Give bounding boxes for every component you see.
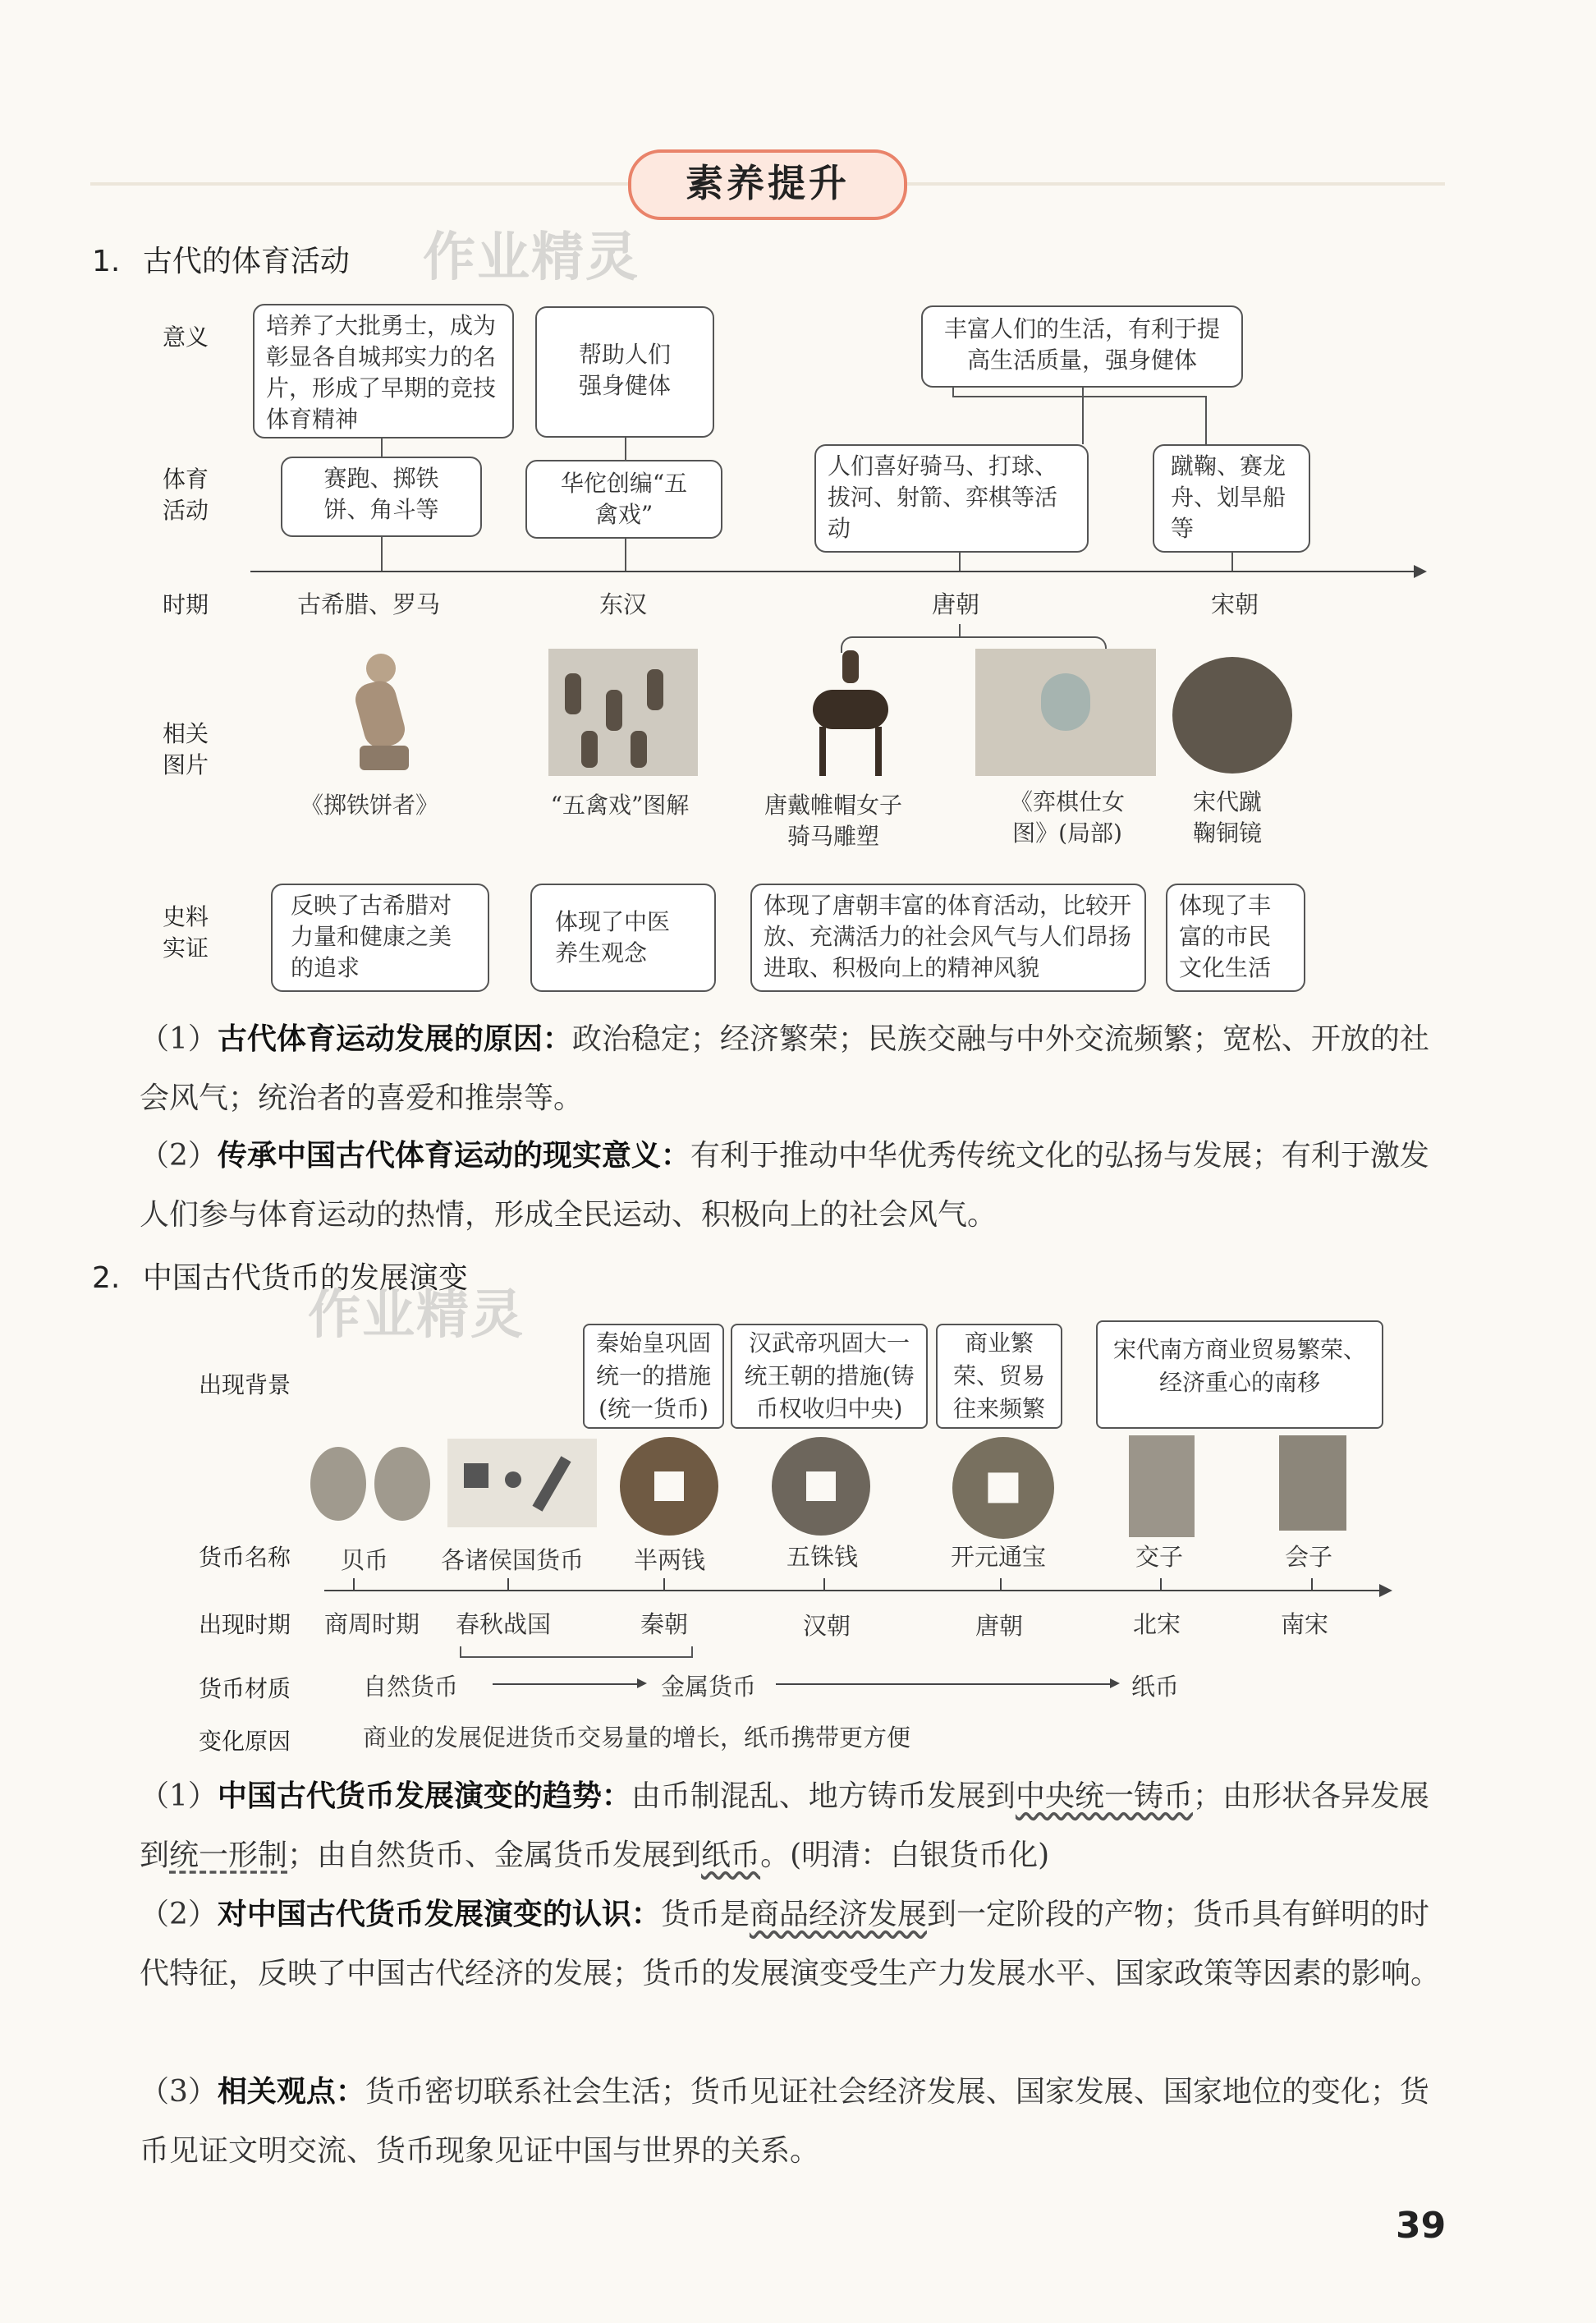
activity-tang: 人们喜好骑马、打球、拔河、射箭、弈棋等活动 bbox=[814, 444, 1089, 553]
connector bbox=[952, 388, 954, 396]
connector bbox=[1205, 396, 1207, 444]
period-greece: 古希腊、罗马 bbox=[297, 590, 441, 618]
tick bbox=[1160, 1578, 1162, 1591]
evidence-song: 体现了丰富的市民文化生活 bbox=[1166, 884, 1305, 992]
material-arrow-1 bbox=[493, 1683, 640, 1685]
time-0: 商周时期 bbox=[324, 1610, 420, 1638]
caption-wuqinxi: “五禽戏”图解 bbox=[550, 792, 690, 819]
wuqinxi-image bbox=[548, 649, 698, 776]
tick bbox=[1000, 1578, 1002, 1591]
section1-num: 1. bbox=[92, 245, 121, 278]
connector bbox=[959, 553, 961, 572]
time-6: 南宋 bbox=[1281, 1610, 1329, 1638]
bg-tang: 商业繁荣、贸易往来频繁 bbox=[936, 1324, 1062, 1429]
caption-tang-chess: 《弈棋仕女图》(局部) bbox=[1009, 788, 1125, 847]
currency-6: 会子 bbox=[1285, 1543, 1333, 1571]
banliang-coin-image bbox=[620, 1437, 718, 1536]
jiaozi-image bbox=[1129, 1435, 1195, 1537]
row-label-material: 货币材质 bbox=[199, 1675, 291, 1702]
currency-1: 各诸侯国货币 bbox=[441, 1546, 585, 1574]
song-mirror-image bbox=[1172, 657, 1292, 774]
material-arrow-2-head bbox=[1110, 1678, 1120, 1688]
discobolus-image bbox=[335, 649, 425, 776]
evidence-greece: 反映了古希腊对力量和健康之美的追求 bbox=[271, 884, 489, 992]
meaning-tang: 丰富人们的生活，有利于提高生活质量，强身健体 bbox=[921, 305, 1243, 388]
connector bbox=[625, 539, 626, 572]
row-label-time: 出现时期 bbox=[199, 1611, 291, 1638]
tick bbox=[1311, 1578, 1313, 1591]
currency-4: 开元通宝 bbox=[951, 1543, 1047, 1571]
section1-title: 古代的体育活动 bbox=[142, 245, 350, 278]
tang-chess-image bbox=[975, 649, 1156, 776]
evidence-tang: 体现了唐朝丰富的体育活动，比较开放、充满活力的社会风气与人们昂扬进取、积极向上的精神风貌 bbox=[750, 884, 1146, 992]
page-number: 39 bbox=[1396, 2205, 1447, 2247]
caption-discobolus: 《掷铁饼者》 bbox=[300, 792, 438, 819]
activity-greece: 赛跑、掷铁饼、角斗等 bbox=[281, 457, 482, 537]
tang-rider-image bbox=[803, 649, 901, 780]
material-0: 自然货币 bbox=[363, 1673, 459, 1701]
period-han: 东汉 bbox=[599, 590, 648, 618]
row-label-evidence: 史料 实证 bbox=[163, 903, 209, 962]
activity-song: 蹴鞠、赛龙舟、划旱船等 bbox=[1153, 444, 1310, 553]
section2-title: 中国古代货币的发展演变 bbox=[142, 1261, 468, 1295]
watermark-1: 作业精灵 bbox=[423, 227, 640, 288]
wuzhu-coin-image bbox=[772, 1437, 870, 1536]
material-arrow-2 bbox=[776, 1683, 1112, 1685]
row-label-images: 相关 图片 bbox=[163, 720, 209, 778]
connector bbox=[1231, 553, 1233, 572]
warring-states-coins-image bbox=[447, 1439, 597, 1527]
connector bbox=[381, 438, 383, 457]
tick bbox=[823, 1578, 825, 1591]
bracket-material bbox=[460, 1646, 693, 1658]
meaning-greece: 培养了大批勇士，成为彰显各自城邦实力的名片，形成了早期的竞技体育精神 bbox=[253, 304, 514, 438]
s2-point2: （2）对中国古代货币发展演变的认识：货币是商品经济发展到一定阶段的产物；货币具有鲜明的时代特征，反映了中国古代经济的发展；货币的发展演变受生产力发展水平、国家政策等因素的影响。 bbox=[140, 1898, 1441, 1990]
s2-point3: （3）相关观点：货币密切联系社会生活；货币见证社会经济发展、国家发展、国家地位的变化；货币见证文明交流、货币现象见证中国与世界的关系。 bbox=[140, 2075, 1429, 2168]
connector bbox=[952, 396, 1207, 397]
material-arrow-1-head bbox=[637, 1678, 647, 1688]
tick bbox=[353, 1578, 355, 1591]
currency-0: 贝币 bbox=[341, 1546, 389, 1574]
timeline-1-arrow bbox=[1414, 565, 1427, 578]
watermark-2: 作业精灵 bbox=[308, 1285, 525, 1346]
time-3: 汉朝 bbox=[803, 1612, 851, 1640]
meaning-han: 帮助人们强身健体 bbox=[535, 306, 714, 438]
shell-money-image bbox=[305, 1439, 435, 1527]
s1-point2: （2）传承中国古代体育运动的现实意义：有利于推动中华优秀传统文化的弘扬与发展；有利于激发人们参与体育运动的热情，形成全民运动、积极向上的社会风气。 bbox=[140, 1139, 1429, 1232]
s2-point1: （1）中国古代货币发展演变的趋势：由币制混乱、地方铸币发展到中央统一铸币；由形状各异发展到统一形制；由自然货币、金属货币发展到纸币。(明清：白银货币化) bbox=[140, 1779, 1429, 1872]
timeline-1 bbox=[250, 571, 1420, 572]
currency-2: 半两钱 bbox=[634, 1546, 706, 1574]
row-label-activity: 体育 活动 bbox=[163, 466, 209, 524]
bg-qin: 秦始皇巩固统一的措施(统一货币) bbox=[583, 1324, 724, 1429]
time-5: 北宋 bbox=[1133, 1610, 1181, 1638]
tang-bracket-tick bbox=[959, 624, 961, 637]
section1-heading bbox=[92, 238, 350, 280]
caption-tang-rider: 唐戴帷帽女子骑马雕塑 bbox=[764, 792, 902, 850]
row-label-reason: 变化原因 bbox=[199, 1728, 291, 1755]
connector bbox=[381, 537, 383, 572]
bg-song: 宋代南方商业贸易繁荣、经济重心的南移 bbox=[1096, 1320, 1383, 1429]
period-tang: 唐朝 bbox=[932, 590, 980, 618]
material-2: 纸币 bbox=[1131, 1673, 1180, 1701]
time-2: 秦朝 bbox=[640, 1610, 689, 1638]
bg-han: 汉武帝巩固大一统王朝的措施(铸币权收归中央) bbox=[731, 1324, 928, 1429]
caption-song-mirror: 宋代蹴鞠铜镜 bbox=[1192, 788, 1262, 847]
timeline-2 bbox=[324, 1590, 1385, 1591]
huizi-image bbox=[1279, 1435, 1346, 1531]
currency-3: 五铢钱 bbox=[787, 1543, 859, 1571]
connector bbox=[625, 438, 626, 460]
material-1: 金属货币 bbox=[661, 1673, 757, 1701]
currency-5: 交子 bbox=[1135, 1543, 1184, 1571]
timeline-2-arrow bbox=[1379, 1584, 1392, 1597]
row-label-name: 货币名称 bbox=[199, 1544, 291, 1571]
tick bbox=[663, 1578, 665, 1591]
kaiyuan-coin-image bbox=[952, 1437, 1054, 1539]
page-title: 素养提升 bbox=[686, 161, 850, 205]
evidence-han: 体现了中医养生观念 bbox=[530, 884, 716, 992]
time-1: 春秋战国 bbox=[456, 1610, 552, 1638]
period-song: 宋朝 bbox=[1211, 590, 1259, 618]
s1-point1: （1）古代体育运动发展的原因：政治稳定；经济繁荣；民族交融与中外交流频繁；宽松、开放的社会风气；统治者的喜爱和推崇等。 bbox=[140, 1022, 1429, 1115]
row-label-meaning: 意义 bbox=[163, 324, 209, 351]
section2-num: 2. bbox=[92, 1261, 121, 1295]
activity-han: 华佗创编“五禽戏” bbox=[525, 460, 722, 539]
tick bbox=[507, 1578, 509, 1591]
row-label-background: 出现背景 bbox=[199, 1371, 291, 1398]
time-4: 唐朝 bbox=[975, 1612, 1024, 1640]
reason-text: 商业的发展促进货币交易量的增长，纸币携带更方便 bbox=[363, 1724, 911, 1751]
row-label-period: 时期 bbox=[163, 591, 209, 618]
